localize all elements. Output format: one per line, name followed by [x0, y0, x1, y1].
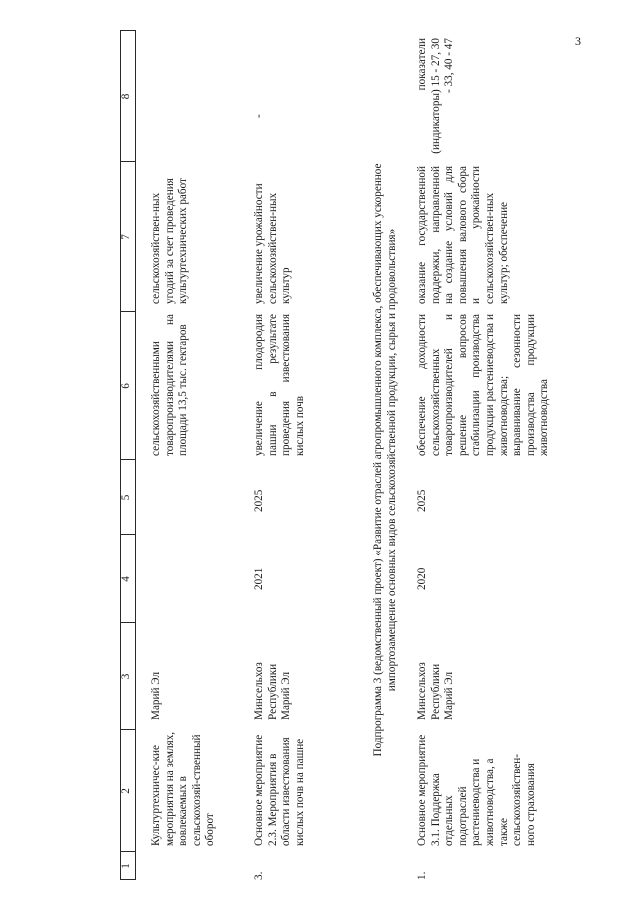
column-number: 3 [120, 673, 132, 680]
table-row-start-year: 2021 [253, 567, 265, 590]
table-row-end-year: 2025 [416, 489, 428, 512]
table-row-result: увеличение плодородия пашни в результате проведения известкования кислых почв [253, 314, 306, 456]
column-number: 1 [120, 863, 132, 869]
column-number: 8 [120, 93, 132, 100]
column-number: 2 [120, 788, 132, 794]
table-row-result: сельскохозяйственными товаропроизводителями на площади 13,5 тыс. гектаров [150, 314, 190, 456]
table-row-result: обеспечение доходности сельскохозяйственных товаропроизводителей и решение вопросов стабилизации производства продукции растениеводства и животноводства; выравнивание сезонности производства продукции животноводства [416, 314, 551, 456]
column-number: 5 [120, 494, 132, 501]
table-row-consequence: увеличение урожайности сельскохозяйствен-ных культур [253, 183, 293, 304]
table-row-consequence: оказание государственной поддержки, направленной на создание условий для повышения валового сбора и урожайности сельскохозяйствен-ных культур; обеспечение [416, 166, 510, 304]
table-row-executor: Минсельхоз Республики Марий Эл [253, 662, 293, 720]
subprogram-heading: Подпрограмма 3 (ведомственный проект) «Развитие отраслей агропромышленного комплекса, обеспечивающих ускоренное импортозамещение основных видов сельскохозяйственной продукции, сырья и продовольствия» [372, 163, 398, 757]
table-row-number: 3. [253, 871, 265, 880]
table-row-measure-name: Культуртехничес-кие мероприятия на землях, вовлекаемых в сельскохозяй-ственный оборот [150, 731, 217, 846]
table-row-measure-name: Основное мероприятие 3.1. Поддержка отдельных подотраслей растениеводства и животноводства, а также сельскохозяйствен-ного страхования [416, 734, 537, 846]
table-row-executor: Марий Эл [150, 671, 162, 720]
page-number: 3 [575, 34, 581, 48]
rotated-table-page [120, 30, 620, 880]
column-number: 4 [120, 576, 132, 582]
table-row-executor: Минсельхоз Республики Марий Эл [416, 662, 456, 720]
table-row-measure-name: Основное мероприятие 2.3. Мероприятия в области известкования кислых почв на пашне [253, 734, 306, 846]
table-row-indicators: показатели (индикаторы) 15 - 27, 30 - 33, 40 - 47 [416, 38, 456, 154]
table-row-number: 1. [416, 871, 428, 880]
table-row-end-year: 2025 [253, 489, 265, 512]
column-number: 7 [120, 234, 132, 240]
header-bottom-rule [135, 30, 136, 880]
column-number: 6 [120, 383, 132, 389]
table-row-start-year: 2020 [416, 567, 428, 590]
table-row-indicators: - [253, 114, 265, 118]
table-row-consequence: сельскохозяйствен-ных угодий за счет проведения культуртехнических работ [150, 178, 190, 304]
